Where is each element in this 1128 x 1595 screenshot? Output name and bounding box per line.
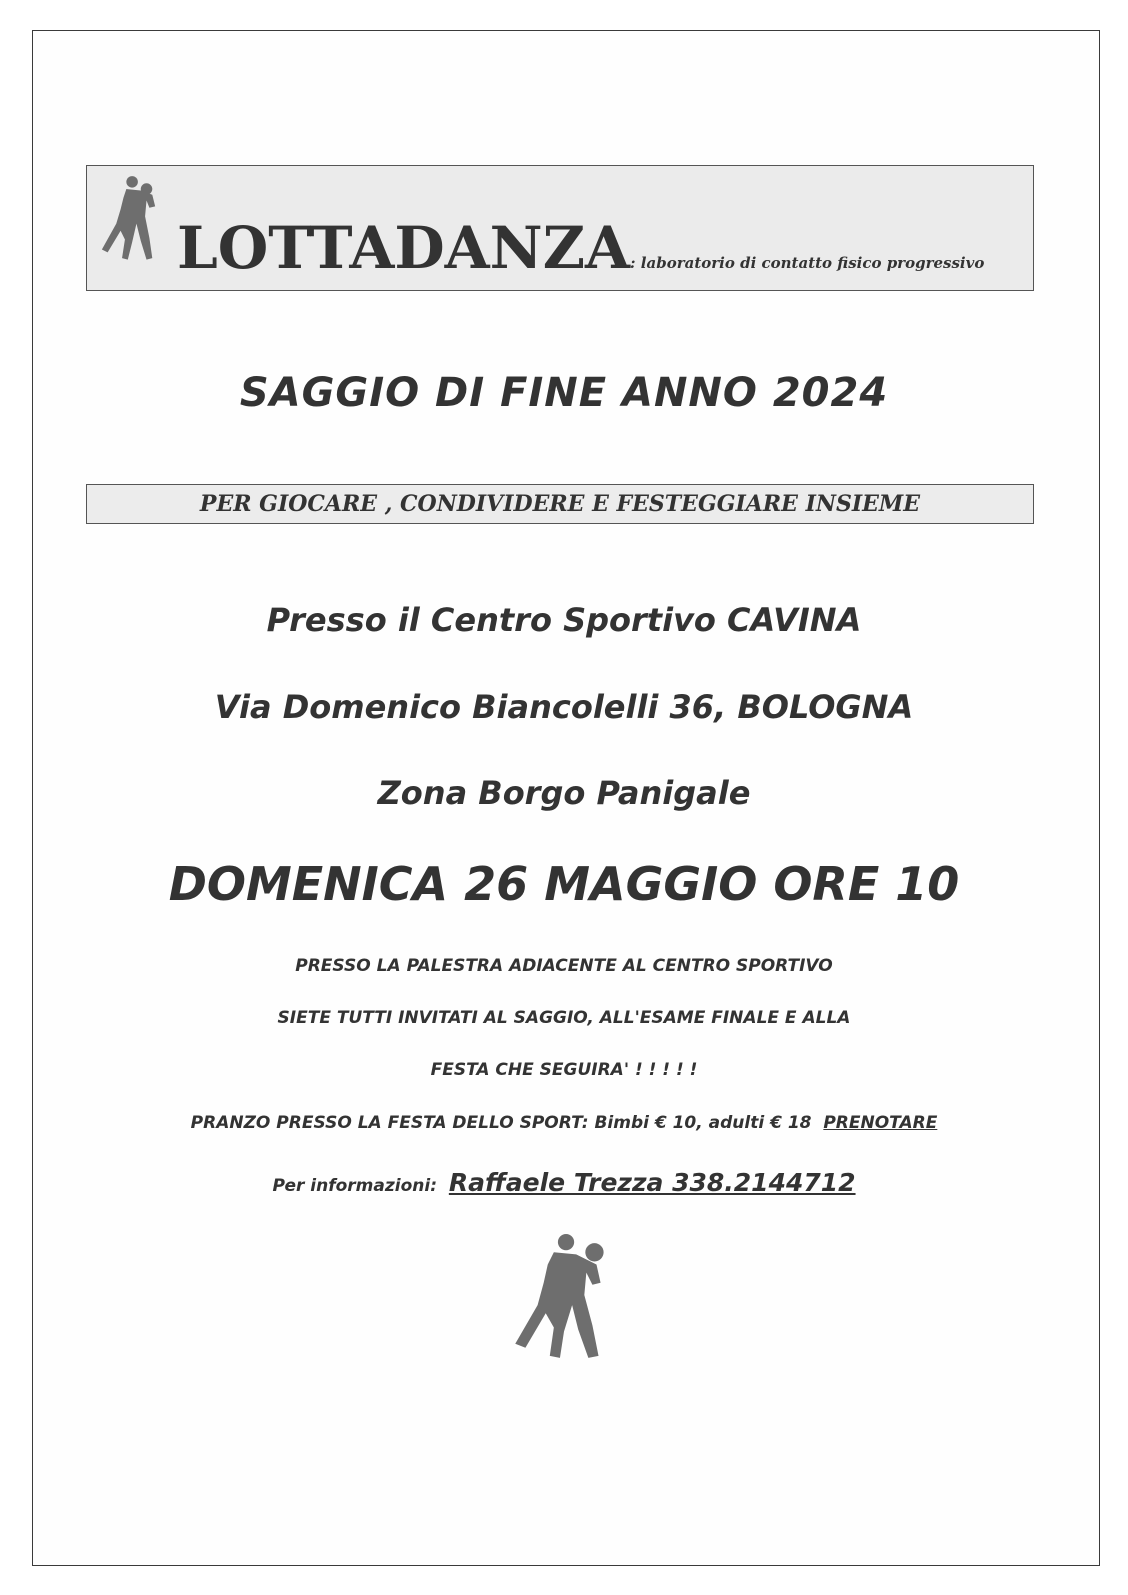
detail-line-3: FESTA CHE SEGUIRA' ! ! ! ! ! — [430, 1060, 698, 1080]
location-area: Zona Borgo Panigale — [377, 774, 751, 812]
detail-line-2: SIETE TUTTI INVITATI AL SAGGIO, ALL'ESAME FINALE E ALLA — [277, 1008, 851, 1028]
dancing-couple-icon — [99, 172, 171, 268]
event-title: SAGGIO DI FINE ANNO 2024 — [239, 370, 889, 416]
tagline-box — [86, 484, 1034, 524]
dancing-couple-icon — [512, 1232, 616, 1364]
lunch-info: PRANZO PRESSO LA FESTA DELLO SPORT: Bimbi € 10, adulti € 18 — [190, 1113, 812, 1133]
brand-title: LOTTADANZA — [177, 214, 631, 282]
contact-label: Per informazioni: — [272, 1176, 437, 1196]
contact-line — [0, 1168, 1128, 1197]
detail-line-1: PRESSO LA PALESTRA ADIACENTE AL CENTRO SPORTIVO — [295, 956, 833, 976]
header-box — [86, 165, 1034, 291]
location-venue: Presso il Centro Sportivo CAVINA — [266, 601, 862, 639]
event-date: DOMENICA 26 MAGGIO ORE 10 — [168, 857, 960, 911]
lunch-line — [0, 1113, 1128, 1133]
contact-value: Raffaele Trezza 338.2144712 — [448, 1168, 856, 1197]
lunch-booking: PRENOTARE — [823, 1113, 938, 1133]
event-tagline: PER GIOCARE , CONDIVIDERE E FESTEGGIARE INSIEME — [199, 491, 921, 517]
brand — [177, 214, 984, 282]
brand-subtitle: : laboratorio di contatto fisico progressivo — [630, 254, 985, 272]
location-address: Via Domenico Biancolelli 36, BOLOGNA — [214, 688, 914, 726]
